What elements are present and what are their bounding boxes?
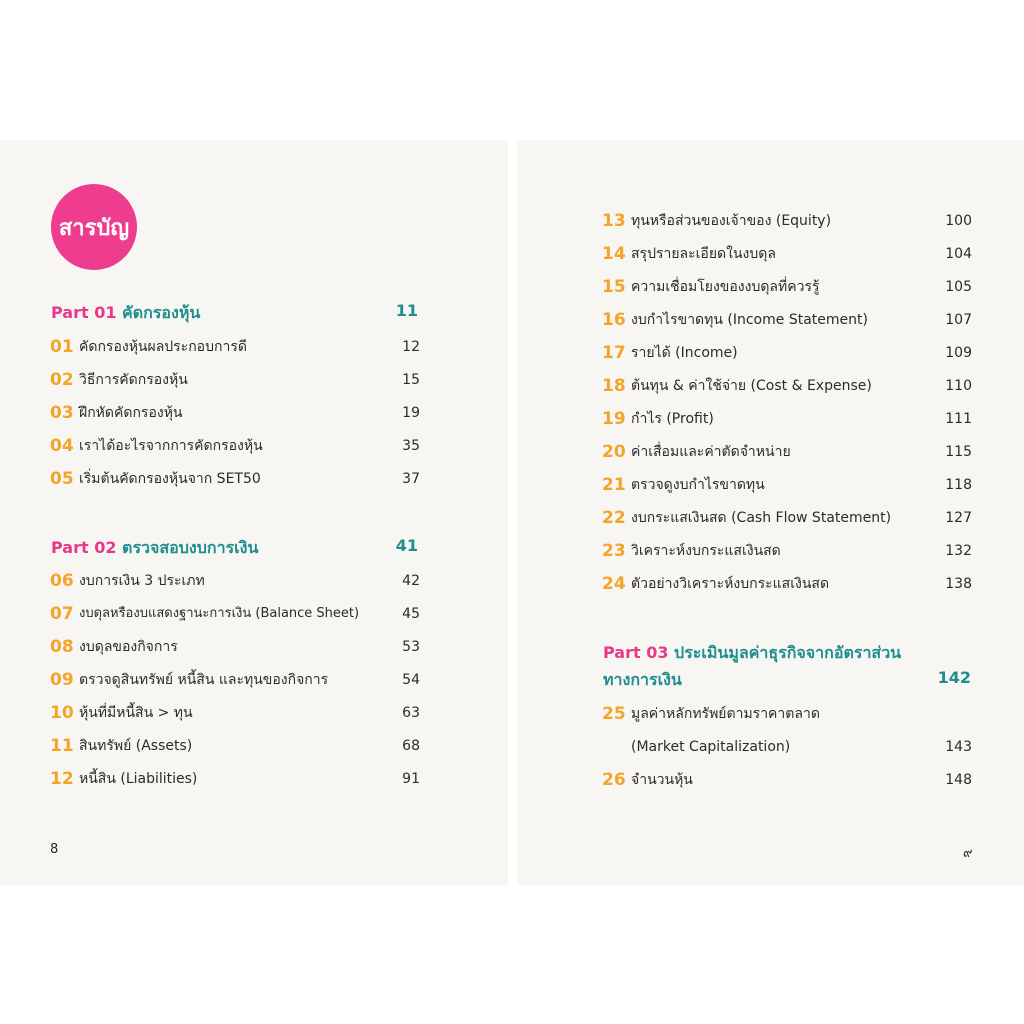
entry-title: สินทรัพย์ (Assets) — [79, 738, 193, 754]
toc-entry[interactable] — [50, 603, 420, 625]
toc-entry[interactable] — [602, 573, 972, 595]
entry-page: 45 — [402, 606, 420, 622]
page-number-right: ๙ — [963, 846, 973, 861]
entry-title: เราได้อะไรจากการคัดกรองหุ้น — [79, 438, 263, 454]
toc-entry[interactable] — [602, 210, 972, 232]
entry-number: 04 — [50, 436, 74, 456]
toc-entry[interactable] — [50, 402, 420, 424]
toc-entry[interactable] — [50, 636, 420, 658]
part-02-heading[interactable] — [51, 536, 258, 561]
entry-number: 09 — [50, 670, 74, 690]
entry-page: 19 — [402, 405, 420, 421]
entry-number: 02 — [50, 370, 74, 390]
entry-page: 132 — [945, 543, 972, 559]
part-02-page: 41 — [395, 536, 418, 555]
entry-title: ค่าเสื่อมและค่าตัดจำหน่าย — [631, 444, 791, 460]
entry-title: วิเคราะห์งบกระแสเงินสด — [631, 543, 781, 559]
entry-title: วิธีการคัดกรองหุ้น — [79, 372, 188, 388]
toc-entry[interactable] — [50, 468, 420, 490]
entry-page: 53 — [402, 639, 420, 655]
entry-number: 12 — [50, 769, 74, 789]
entry-page: 115 — [945, 444, 972, 460]
entry-title: กำไร (Profit) — [631, 411, 714, 427]
entry-title: งบดุลของกิจการ — [79, 639, 178, 655]
entry-number: 15 — [602, 277, 626, 297]
entry-title: หนี้สิน (Liabilities) — [79, 771, 198, 787]
entry-title: หุ้นที่มีหนี้สิน > ทุน — [79, 705, 193, 721]
entry-title-line2: (Market Capitalization) — [631, 739, 791, 755]
entry-number: 17 — [602, 343, 626, 363]
part-label: Part 03 — [603, 643, 669, 662]
toc-entry[interactable] — [602, 474, 972, 496]
entry-title: รายได้ (Income) — [631, 345, 738, 361]
toc-entry-continuation[interactable] — [602, 736, 972, 758]
entry-page: 110 — [945, 378, 972, 394]
entry-page: 54 — [402, 672, 420, 688]
toc-entry[interactable] — [50, 570, 420, 592]
entry-page: 104 — [945, 246, 972, 262]
entry-number: 26 — [602, 770, 626, 790]
entry-page: 68 — [402, 738, 420, 754]
entry-title: มูลค่าหลักทรัพย์ตามราคาตลาด — [631, 706, 820, 722]
part-03-heading-line2[interactable] — [603, 668, 682, 693]
entry-page: 111 — [945, 411, 972, 427]
entry-title: ฝึกหัดคัดกรองหุ้น — [79, 405, 183, 421]
part-03-page: 142 — [937, 668, 971, 687]
part-title-line2: ทางการเงิน — [603, 670, 682, 689]
toc-entry[interactable] — [602, 309, 972, 331]
entry-title: ความเชื่อมโยงของงบดุลที่ควรรู้ — [631, 279, 820, 295]
toc-entry[interactable] — [602, 507, 972, 529]
toc-entry[interactable] — [602, 243, 972, 265]
entry-page: 138 — [945, 576, 972, 592]
entry-page: 91 — [402, 771, 420, 787]
toc-entry[interactable] — [50, 669, 420, 691]
entry-number: 07 — [50, 604, 74, 624]
toc-entry[interactable] — [602, 441, 972, 463]
entry-page: 35 — [402, 438, 420, 454]
entry-number: 24 — [602, 574, 626, 594]
part-label: Part 01 — [51, 303, 117, 322]
part-title: คัดกรองหุ้น — [122, 303, 201, 322]
entry-page: 15 — [402, 372, 420, 388]
entry-page: 127 — [945, 510, 972, 526]
entry-title: ตรวจดูงบกำไรขาดทุน — [631, 477, 765, 493]
toc-entry[interactable] — [50, 735, 420, 757]
entry-page: 118 — [945, 477, 972, 493]
entry-number: 14 — [602, 244, 626, 264]
entry-page: 109 — [945, 345, 972, 361]
entry-page: 107 — [945, 312, 972, 328]
book-gutter — [508, 140, 517, 885]
entry-number: 19 — [602, 409, 626, 429]
toc-entry[interactable] — [50, 702, 420, 724]
entry-page: 12 — [402, 339, 420, 355]
part-03-heading[interactable] — [603, 641, 901, 666]
entry-title: ทุนหรือส่วนของเจ้าของ (Equity) — [631, 213, 832, 229]
entry-page: 143 — [945, 739, 972, 755]
entry-page: 63 — [402, 705, 420, 721]
entry-number: 05 — [50, 469, 74, 489]
toc-entry[interactable] — [602, 703, 972, 725]
entry-number: 01 — [50, 337, 74, 357]
entry-number: 13 — [602, 211, 626, 231]
toc-entry[interactable] — [50, 435, 420, 457]
entry-number: 10 — [50, 703, 74, 723]
part-01-heading[interactable] — [51, 301, 200, 326]
toc-title-badge — [51, 184, 137, 270]
entry-title: เริ่มต้นคัดกรองหุ้นจาก SET50 — [79, 471, 261, 487]
toc-entry[interactable] — [602, 342, 972, 364]
entry-number: 16 — [602, 310, 626, 330]
entry-title: งบดุลหรืองบแสดงฐานะการเงิน (Balance Sheet) — [79, 606, 360, 621]
toc-entry[interactable] — [602, 375, 972, 397]
entry-page: 100 — [945, 213, 972, 229]
entry-page: 37 — [402, 471, 420, 487]
entry-number: 03 — [50, 403, 74, 423]
entry-title: งบการเงิน 3 ประเภท — [79, 573, 205, 589]
toc-entry[interactable] — [602, 408, 972, 430]
entry-page: 105 — [945, 279, 972, 295]
entry-title: ต้นทุน & ค่าใช้จ่าย (Cost & Expense) — [631, 378, 872, 394]
entry-number: 20 — [602, 442, 626, 462]
entry-title: ตัวอย่างวิเคราะห์งบกระแสเงินสด — [631, 576, 830, 592]
entry-number: 18 — [602, 376, 626, 396]
toc-entry[interactable] — [602, 769, 972, 791]
entry-number: 25 — [602, 704, 626, 724]
toc-entry[interactable] — [602, 276, 972, 298]
entry-title: ตรวจดูสินทรัพย์ หนี้สิน และทุนของกิจการ — [79, 672, 329, 688]
part-01-page: 11 — [395, 301, 418, 320]
entry-page: 148 — [945, 772, 972, 788]
entry-title: จำนวนหุ้น — [631, 772, 693, 788]
part-title: ประเมินมูลค่าธุรกิจจากอัตราส่วน — [674, 643, 902, 662]
entry-number: 22 — [602, 508, 626, 528]
toc-entry[interactable] — [50, 768, 420, 790]
toc-entry[interactable] — [50, 336, 420, 358]
entry-number: 21 — [602, 475, 626, 495]
part-label: Part 02 — [51, 538, 117, 557]
entry-number: 11 — [50, 736, 74, 756]
part-title: ตรวจสอบงบการเงิน — [122, 538, 259, 557]
entry-title: คัดกรองหุ้นผลประกอบการดี — [79, 339, 247, 355]
page-number-left: 8 — [50, 842, 59, 857]
toc-title: สารบัญ — [58, 215, 130, 241]
entry-number: 23 — [602, 541, 626, 561]
toc-entry[interactable] — [602, 540, 972, 562]
entry-title: สรุปรายละเอียดในงบดุล — [631, 246, 776, 262]
entry-number: 08 — [50, 637, 74, 657]
entry-title: งบกระแสเงินสด (Cash Flow Statement) — [631, 510, 892, 526]
entry-page: 42 — [402, 573, 420, 589]
toc-entry[interactable] — [50, 369, 420, 391]
entry-title: งบกำไรขาดทุน (Income Statement) — [631, 312, 868, 328]
entry-number: 06 — [50, 571, 74, 591]
